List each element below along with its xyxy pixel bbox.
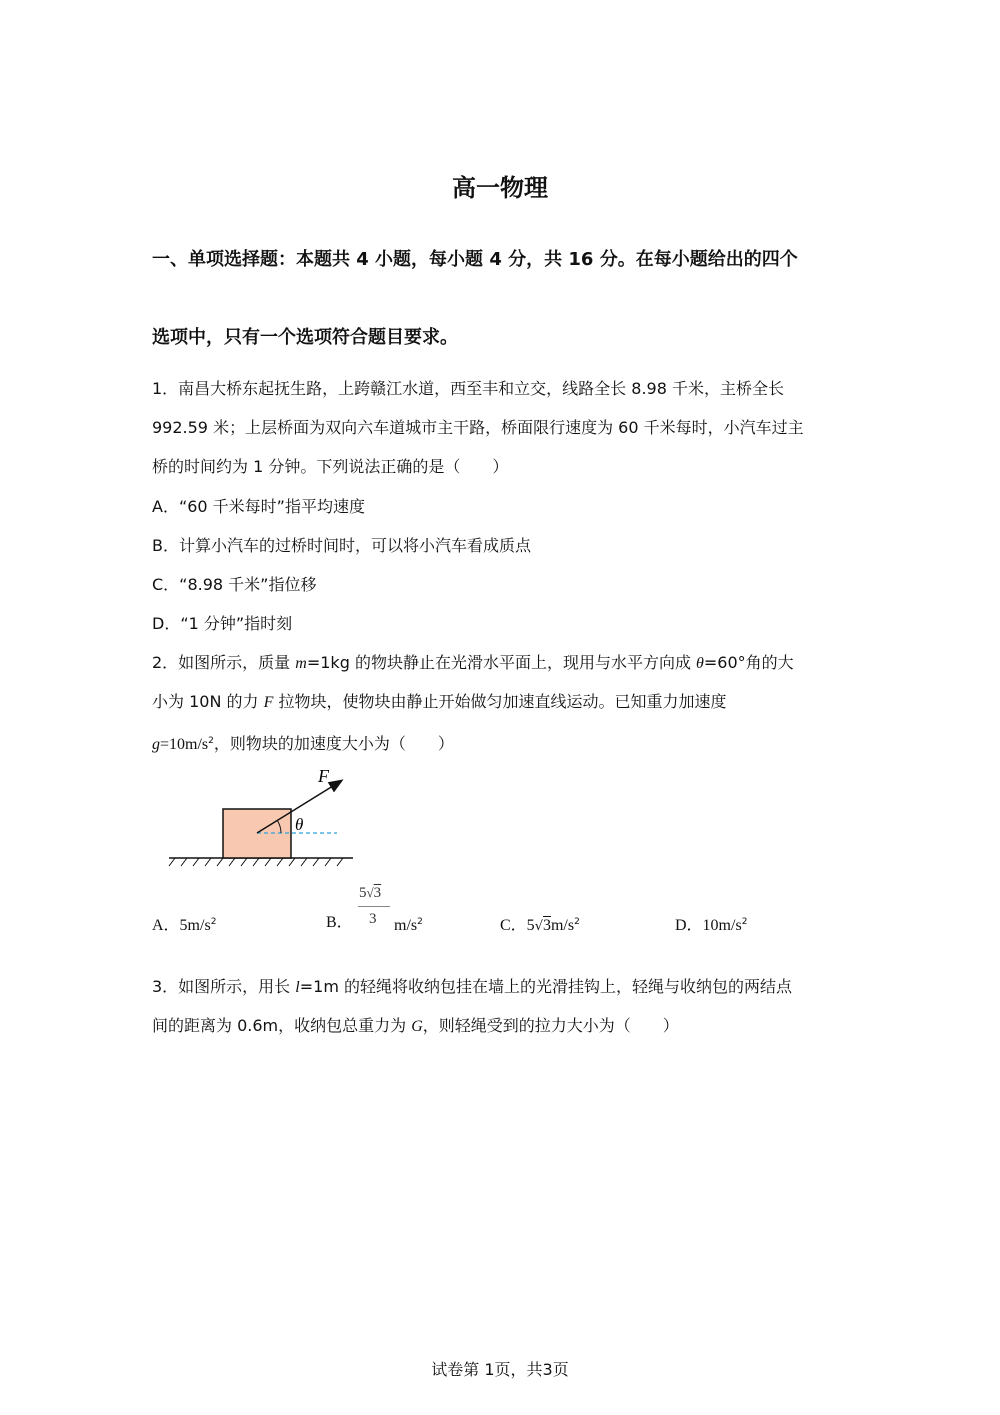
q2-line-3: $g=10m/s^2$，则物块的加速度大小为（ ） [152, 734, 454, 753]
angle-label: θ [295, 815, 304, 834]
q2-option-a: A．$5m/s^2$ [152, 917, 217, 934]
q3-line-1: 3．如图所示，用长 l=1m 的轻绳将收纳包挂在墙上的光滑挂钩上，轻绳与收纳包的两结点 [152, 977, 792, 996]
section-heading-line-1: 一、单项选择题：本题共 4 小题，每小题 4 分，共 16 分。在每小题给出的四个 [152, 249, 798, 270]
ground-hatch [169, 858, 343, 866]
q2-option-d: D．$10m/s^2$ [675, 917, 748, 934]
q1-option-c: C．“8.98 千米”指位移 [152, 575, 317, 594]
q2-option-b-unit: $m/s^2$ [394, 917, 423, 934]
force-label: F [318, 766, 329, 786]
q2-option-b-fraction-bar [358, 906, 390, 907]
section-heading-line-2: 选项中，只有一个选项符合题目要求。 [152, 327, 458, 348]
block-force-diagram [165, 760, 365, 870]
q2-option-b-denominator: 3 [369, 911, 377, 927]
q1-line-2: 992.59 米；上层桥面为双向六车道城市主干路，桥面限行速度为 60 千米每时，小汽车过主 [152, 418, 804, 437]
q1-option-b: B．计算小汽车的过桥时间时，可以将小汽车看成质点 [152, 536, 531, 555]
q1-option-d: D．“1 分钟”指时刻 [152, 614, 293, 633]
q2-line-2: 小为 10N 的力 F 拉物块，使物块由静止开始做匀加速直线运动。已知重力加速度 [152, 692, 727, 711]
q2-option-b: B． [326, 914, 353, 931]
q3-line-2: 间的距离为 0.6m，收纳包总重力为 G，则轻绳受到的拉力大小为（ ） [152, 1016, 679, 1035]
page-title: 高一物理 [452, 174, 548, 202]
q1-line-3: 桥的时间约为 1 分钟。下列说法正确的是（ ） [152, 457, 509, 476]
q2-line-1: 2．如图所示，质量 m=1kg 的物块静止在光滑水平面上，现用与水平方向成 θ=60°角的大 [152, 653, 794, 672]
q2-option-c: C．$5√3m/s^2$ [500, 917, 580, 934]
page-footer: 试卷第 1页，共3页 [431, 1360, 569, 1379]
q1-option-a: A．“60 千米每时”指平均速度 [152, 497, 365, 516]
q1-line-1: 1．南昌大桥东起抚生路，上跨赣江水道，西至丰和立交，线路全长 8.98 千米，主桥全长 [152, 379, 784, 398]
q2-option-b-numerator: 5√3 [359, 885, 382, 901]
